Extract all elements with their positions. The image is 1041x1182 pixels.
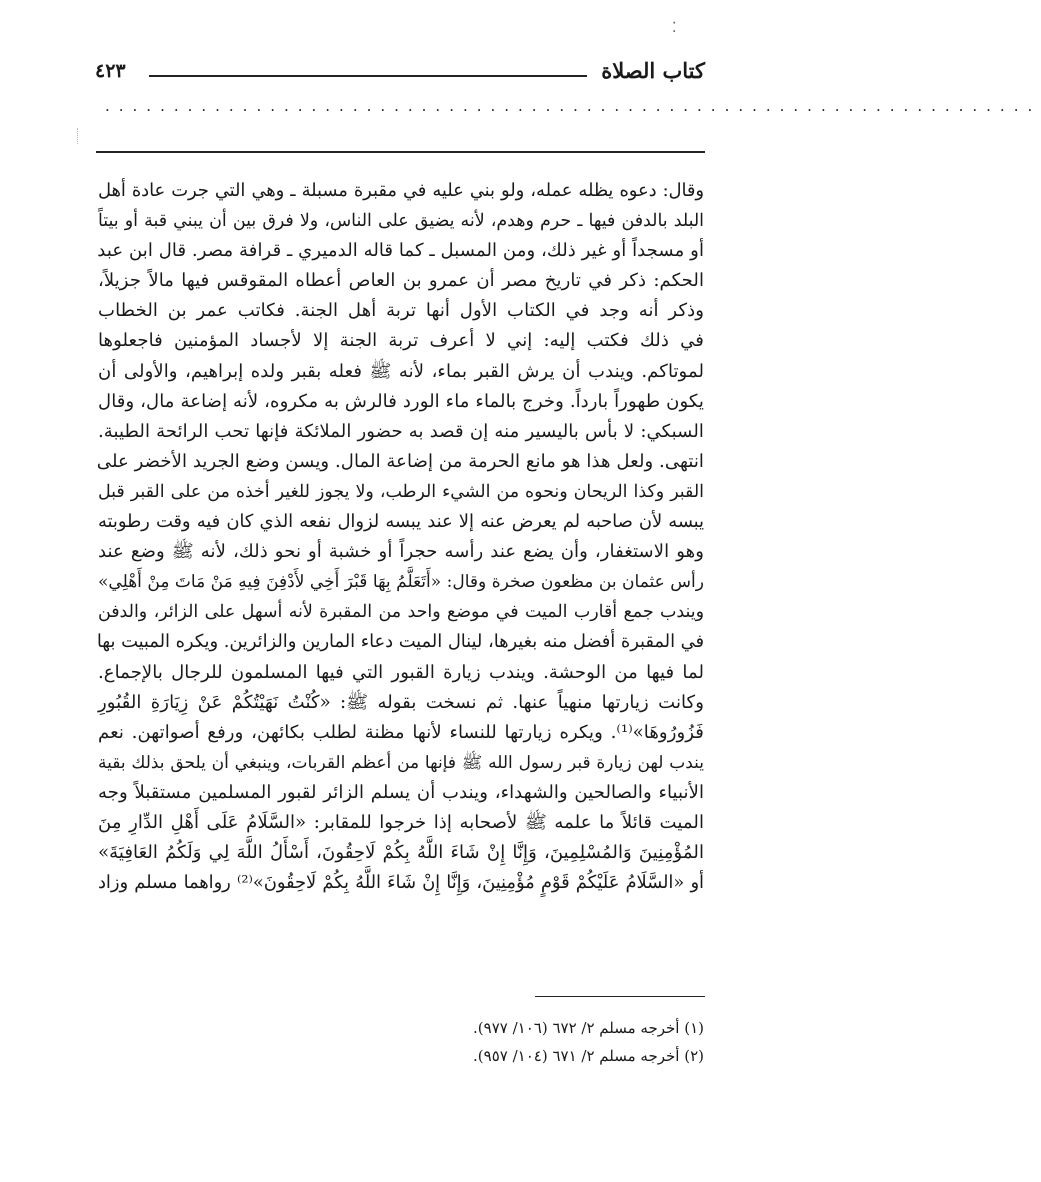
text-line: يندب لهن زيارة قبر رسول الله ﷺ فإنها من أعظم القربات، وينبغي أن يلحق بذلك بقية [98,752,704,773]
text-line: أو «السَّلَامُ عَلَيْكُمْ قَوْمٍ مُؤْمِنِينَ، وَإِنَّا إِنْ شَاءَ اللَّهُ بِكُمْ لَاحِقُونَ»⁽²⁾ رواهما مسلم وزاد [98,872,704,894]
header-title: كتاب الصلاة [601,58,705,83]
text-line: ويندب جمع أقارب الميت في موضع واحد من المقبرة لأنه أسهل على الزائر، والدفن [98,602,704,623]
corner-mark: ⁚ [672,20,677,36]
text-line: فَزُورُوهَا»⁽¹⁾. ويكره زيارتها للنساء لأنها مظنة لطلب بكائهن، ورفع أصواتهن. نعم [98,721,704,743]
text-line: وكانت زيارتها منهياً عنها. ثم نسخت بقوله ﷺ: «كُنْتُ نَهَيْتُكُمْ عَنْ زِيَارَةِ القُبُورِ [98,691,704,713]
text-line: في المقبرة أفضل منه بغيرها، لينال الميت دعاء المارين والزائرين. ويكره المبيت بها [96,631,704,653]
text-line: يبسه لأن صاحبه لم يعرض عنه إلا عند يبسه لزوال نفعه الذي كان فيه وقت رطوبته [98,511,704,533]
dotted-separator: .................................................................... [105,97,1041,115]
text-line: الحكم: ذكر في تاريخ مصر أن عمرو بن العاص أعطاه المقوقس فيها مالاً جزيلاً، [98,270,704,292]
top-rule [96,151,705,153]
running-header [95,58,705,88]
text-line: يكون طهوراً بارداً. وخرج بالماء ماء الورد فالرش به مكروه، لأنه إضاعة مال، وقال [98,390,704,412]
text-line: وذكر أنه وجد في الكتاب الأول أنها تربة أهل الجنة. فكاتب عمر بن الخطاب [98,300,704,322]
text-line: البلد بالدفن فيها ـ حرم وهدم، لأنه يضيق على الناس، ولا فرق بين أن يبني قبة أو بيتاً [98,211,704,232]
text-line: وهو الاستغفار، وأن يضع عند رأسه حجراً أو خشبة أو نحو ذلك، لأنه ﷺ وضع عند [98,541,704,563]
footnote: (٢) أخرجه مسلم ٢/ ٦٧١ (١٠٤/ ٩٥٧). [473,1047,704,1065]
text-line: الميت قائلاً ما علمه ﷺ لأصحابه إذا خرجوا للمقابر: «السَّلَامُ عَلَى أَهْلِ الدِّارِ مِنَ [98,811,704,833]
text-line: لموتاكم. ويندب أن يرش القبر بماء، لأنه ﷺ فعله بقبر ولده إبراهيم، والأولى أن [98,360,704,382]
page-number: ٤٢٣ [95,60,126,82]
footnote-rule [535,996,705,997]
text-line: في ذلك فكتب إليه: إني لا أعرف تربة الجنة إلا لأجساد المؤمنين فاجعلوها [98,330,704,352]
footnote: (١) أخرجه مسلم ٢/ ٦٧٢ (١٠٦/ ٩٧٧). [473,1019,704,1037]
text-line: وقال: دعوه يظله عمله، ولو بني عليه في مقبرة مسبلة ـ وهي التي جرت عادة أهل [98,180,704,201]
text-line: المُؤْمِنِينَ وَالمُسْلِمِينَ، وَإِنَّا إِنْ شَاءَ اللَّهُ بِكُمْ لَاحِقُونَ، أَسْأَلُ اللَّهَ لِي وَلَكُمُ العَافِيَةَ» [98,842,704,864]
header-rule [149,75,587,77]
footnotes [98,1014,704,1070]
text-line: أو مسجداً أو غير ذلك، ومن المسبل ـ كما قاله الدميري ـ قرافة مصر. قال ابن عبد [97,240,704,262]
text-line: لما فيها من الوحشة. ويندب زيارة القبور التي فيها المسلمون للرجال بالإجماع. [98,661,704,683]
text-line: الأنبياء والصالحين والشهداء، ويندب أن يسلم الزائر لقبور المسلمين مستقبلاً وجه [98,781,704,803]
text-line: رأس عثمان بن مظعون صخرة وقال: «أَتَعَلَّمُ بِهَا قَبْرَ أَخِي لأَدْفِنَ فِيهِ مَنْ مَاتَ مِنْ أَهْلِي» [98,572,704,593]
body-text [98,176,704,898]
margin-speck [77,128,80,144]
text-line: السبكي: لا بأس باليسير منه إن قصد به حضور الملائكة فإنها تحب الرائحة الطيبة. [98,420,704,442]
text-line: انتهى. ولعل هذا هو مانع الحرمة من إضاعة المال. ويسن وضع الجريد الأخضر على [96,450,704,472]
text-line: القبر وكذا الريحان ونحوه من الشيء الرطب، ولا يجوز للغير أخذه من على القبر قبل [98,481,704,502]
